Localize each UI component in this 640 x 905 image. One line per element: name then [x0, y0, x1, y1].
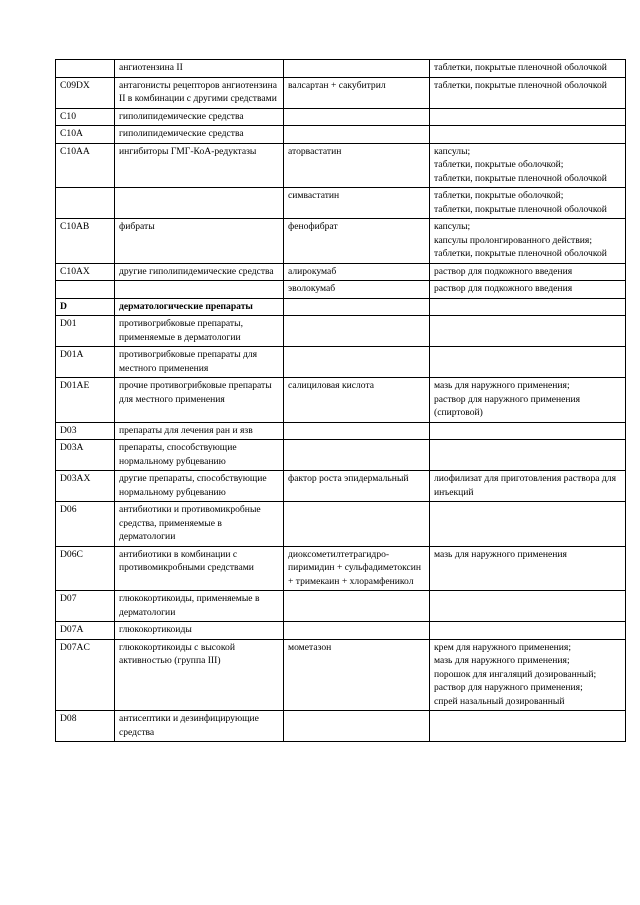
group-name-cell: препараты, способствующие нормальному рубцеванию	[115, 440, 284, 471]
table-row	[56, 378, 626, 423]
group-name-cell: антагонисты рецепторов ангиотензина II в комбинации с другими средствами	[115, 77, 284, 108]
substance-cell	[284, 347, 430, 378]
table-row	[56, 591, 626, 622]
group-name-cell	[115, 281, 284, 299]
dosage-form-cell	[430, 316, 626, 347]
group-name-cell: противогрибковые препараты для местного применения	[115, 347, 284, 378]
atc-code-cell: C09DX	[56, 77, 115, 108]
group-name-cell: другие препараты, способствующие нормальному рубцеванию	[115, 471, 284, 502]
drug-table-body	[56, 60, 626, 742]
dosage-form-cell	[430, 440, 626, 471]
atc-code-cell	[56, 60, 115, 78]
atc-code-cell: D01AE	[56, 378, 115, 423]
table-row	[56, 143, 626, 188]
group-name-cell: глюкокортикоиды	[115, 622, 284, 640]
substance-cell: фактор роста эпидермальный	[284, 471, 430, 502]
table-row	[56, 108, 626, 126]
table-row	[56, 316, 626, 347]
dosage-form-cell	[430, 711, 626, 742]
substance-cell: салициловая кислота	[284, 378, 430, 423]
dosage-form-cell	[430, 298, 626, 316]
substance-cell	[284, 108, 430, 126]
dosage-form-cell: раствор для подкожного введения	[430, 263, 626, 281]
dosage-form-cell	[430, 108, 626, 126]
atc-code-cell: D	[56, 298, 115, 316]
substance-cell	[284, 711, 430, 742]
group-name-cell	[115, 188, 284, 219]
atc-code-cell	[56, 188, 115, 219]
table-row	[56, 60, 626, 78]
group-name-cell: ингибиторы ГМГ-КоА-редуктазы	[115, 143, 284, 188]
substance-cell	[284, 126, 430, 144]
dosage-form-cell	[430, 422, 626, 440]
atc-code-cell: D07	[56, 591, 115, 622]
dosage-form-cell: раствор для подкожного введения	[430, 281, 626, 299]
dosage-form-cell: капсулы; таблетки, покрытые оболочкой; таблетки, покрытые пленочной оболочкой	[430, 143, 626, 188]
dosage-form-cell: таблетки, покрытые пленочной оболочкой	[430, 60, 626, 78]
substance-cell: валсартан + сакубитрил	[284, 77, 430, 108]
substance-cell	[284, 60, 430, 78]
group-name-cell: антисептики и дезинфицирующие средства	[115, 711, 284, 742]
atc-code-cell: D03A	[56, 440, 115, 471]
document-page	[55, 59, 625, 742]
table-row	[56, 639, 626, 711]
table-row	[56, 422, 626, 440]
table-row	[56, 298, 626, 316]
table-row	[56, 77, 626, 108]
table-row	[56, 711, 626, 742]
atc-code-cell: D06	[56, 502, 115, 547]
table-row	[56, 263, 626, 281]
atc-code-cell: D03AX	[56, 471, 115, 502]
substance-cell	[284, 440, 430, 471]
table-row	[56, 502, 626, 547]
table-row	[56, 546, 626, 591]
substance-cell	[284, 591, 430, 622]
table-row	[56, 471, 626, 502]
dosage-form-cell: крем для наружного применения; мазь для наружного применения; порошок для ингаляций дозированный; раствор для наружного применения; спрей назальный дозированный	[430, 639, 626, 711]
substance-cell	[284, 316, 430, 347]
group-name-cell: ангиотензина II	[115, 60, 284, 78]
substance-cell	[284, 298, 430, 316]
atc-code-cell	[56, 281, 115, 299]
dosage-form-cell	[430, 502, 626, 547]
atc-code-cell: D03	[56, 422, 115, 440]
substance-cell: фенофибрат	[284, 219, 430, 264]
group-name-cell: дерматологические препараты	[115, 298, 284, 316]
atc-code-cell: D08	[56, 711, 115, 742]
group-name-cell: прочие противогрибковые препараты для местного применения	[115, 378, 284, 423]
substance-cell: симвастатин	[284, 188, 430, 219]
dosage-form-cell	[430, 347, 626, 378]
substance-cell	[284, 502, 430, 547]
atc-code-cell: D01A	[56, 347, 115, 378]
group-name-cell: гиполипидемические средства	[115, 108, 284, 126]
atc-code-cell: C10	[56, 108, 115, 126]
substance-cell: эволокумаб	[284, 281, 430, 299]
table-row	[56, 622, 626, 640]
substance-cell	[284, 622, 430, 640]
group-name-cell: глюкокортикоиды с высокой активностью (группа III)	[115, 639, 284, 711]
drug-table	[55, 59, 626, 742]
dosage-form-cell	[430, 591, 626, 622]
group-name-cell: гиполипидемические средства	[115, 126, 284, 144]
table-row	[56, 188, 626, 219]
dosage-form-cell: лиофилизат для приготовления раствора для инъекций	[430, 471, 626, 502]
atc-code-cell: C10AB	[56, 219, 115, 264]
dosage-form-cell	[430, 622, 626, 640]
substance-cell: алирокумаб	[284, 263, 430, 281]
group-name-cell: глюкокортикоиды, применяемые в дерматологии	[115, 591, 284, 622]
atc-code-cell: C10AA	[56, 143, 115, 188]
atc-code-cell: C10AX	[56, 263, 115, 281]
table-row	[56, 126, 626, 144]
dosage-form-cell: таблетки, покрытые пленочной оболочкой	[430, 77, 626, 108]
substance-cell: мометазон	[284, 639, 430, 711]
dosage-form-cell: капсулы; капсулы пролонгированного действия; таблетки, покрытые пленочной оболочкой	[430, 219, 626, 264]
substance-cell: аторвастатин	[284, 143, 430, 188]
atc-code-cell: C10A	[56, 126, 115, 144]
atc-code-cell: D07A	[56, 622, 115, 640]
group-name-cell: антибиотики и противомикробные средства, применяемые в дерматологии	[115, 502, 284, 547]
atc-code-cell: D01	[56, 316, 115, 347]
table-row	[56, 281, 626, 299]
table-row	[56, 219, 626, 264]
group-name-cell: противогрибковые препараты, применяемые в дерматологии	[115, 316, 284, 347]
substance-cell	[284, 422, 430, 440]
atc-code-cell: D07AC	[56, 639, 115, 711]
table-row	[56, 440, 626, 471]
dosage-form-cell: мазь для наружного применения	[430, 546, 626, 591]
atc-code-cell: D06C	[56, 546, 115, 591]
table-row	[56, 347, 626, 378]
dosage-form-cell: мазь для наружного применения; раствор для наружного применения (спиртовой)	[430, 378, 626, 423]
group-name-cell: препараты для лечения ран и язв	[115, 422, 284, 440]
group-name-cell: другие гиполипидемические средства	[115, 263, 284, 281]
group-name-cell: антибиотики в комбинации с противомикробными средствами	[115, 546, 284, 591]
group-name-cell: фибраты	[115, 219, 284, 264]
dosage-form-cell	[430, 126, 626, 144]
substance-cell: диоксометилтетрагидро-пиримидин + сульфадиметоксин + тримекаин + хлорамфеникол	[284, 546, 430, 591]
dosage-form-cell: таблетки, покрытые оболочкой; таблетки, покрытые пленочной оболочкой	[430, 188, 626, 219]
